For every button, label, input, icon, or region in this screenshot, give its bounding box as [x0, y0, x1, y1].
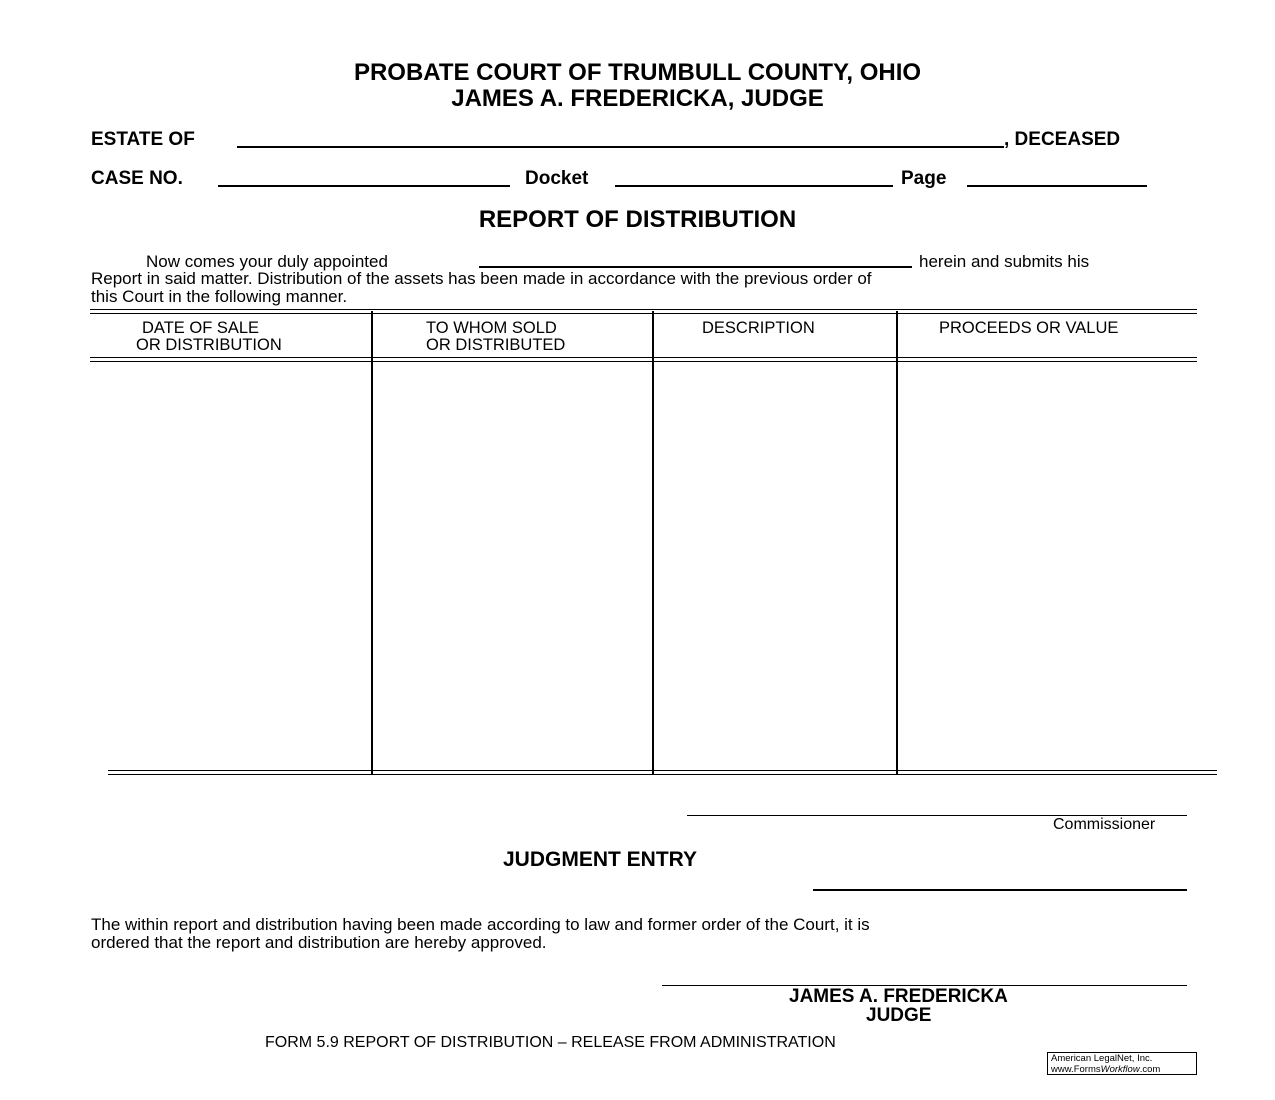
commissioner-label: Commissioner — [1053, 816, 1156, 833]
page-field[interactable] — [967, 185, 1147, 187]
date-column-cell[interactable] — [92, 364, 370, 768]
judge-title-label: JUDGE — [866, 1005, 932, 1026]
intro-line1-end: herein and submits his — [919, 252, 1090, 271]
judgment-text-line1: The within report and distribution having been made according to law and former order of the Court, it is — [91, 915, 870, 934]
column-header-proceeds: PROCEEDS OR VALUE — [939, 319, 1119, 337]
to-whom-column-cell[interactable] — [374, 364, 651, 768]
case-no-field[interactable] — [218, 185, 510, 187]
judge-name: JAMES A. FREDERICKA — [789, 986, 1008, 1007]
description-column-cell[interactable] — [655, 364, 895, 768]
estate-label: ESTATE OF — [91, 129, 195, 150]
column-header-description: DESCRIPTION — [702, 319, 815, 337]
intro-line2: Report in said matter. Distribution of the assets has been made in accordance with the previous order of — [91, 269, 872, 288]
column-header-to-whom: TO WHOM SOLD OR DISTRIBUTED — [426, 319, 566, 354]
publisher-stamp — [1047, 1052, 1197, 1075]
deceased-label: , DECEASED — [1004, 129, 1121, 150]
form-number: FORM 5.9 REPORT OF DISTRIBUTION – RELEASE FROM ADMINISTRATION — [265, 1034, 836, 1051]
docket-label: Docket — [525, 168, 589, 189]
page-label: Page — [901, 168, 947, 189]
proceeds-column-cell[interactable] — [899, 364, 1197, 768]
column-header-date: DATE OF SALE OR DISTRIBUTION — [136, 319, 282, 354]
judgment-text-line2: ordered that the report and distribution are hereby approved. — [91, 933, 547, 952]
docket-field[interactable] — [615, 185, 893, 187]
judge-title: JAMES A. FREDERICKA, JUDGE — [451, 85, 824, 112]
judgment-entry-title: JUDGMENT ENTRY — [503, 848, 698, 871]
publisher-name: American LegalNet, Inc. — [1051, 1053, 1153, 1064]
intro-line3: this Court in the following manner. — [91, 287, 348, 306]
report-title: REPORT OF DISTRIBUTION — [478, 206, 797, 233]
intro-line1-start: Now comes your duly appointed — [146, 252, 388, 271]
appointee-field[interactable] — [479, 266, 912, 268]
judgment-date-line[interactable] — [813, 889, 1187, 891]
publisher-url: www.FormsWorkflow.com — [1051, 1063, 1161, 1075]
court-title: PROBATE COURT OF TRUMBULL COUNTY, OHIO — [353, 59, 922, 86]
estate-field[interactable] — [237, 146, 1004, 148]
case-no-label: CASE NO. — [91, 168, 183, 189]
